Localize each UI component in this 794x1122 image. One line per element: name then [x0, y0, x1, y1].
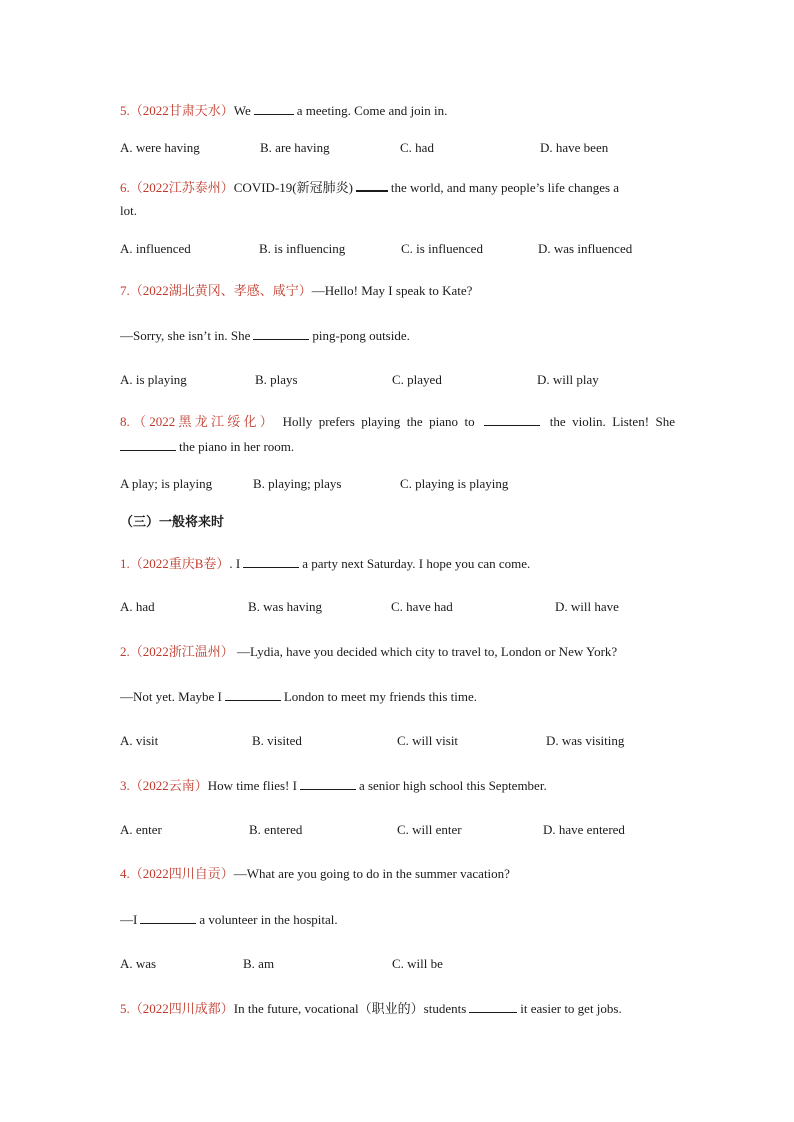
question-line: [120, 866, 510, 882]
answer-blank[interactable]: [120, 438, 176, 451]
question-line: [120, 1000, 622, 1017]
answer-blank[interactable]: [243, 555, 299, 568]
question-text: —Not yet. Maybe I: [120, 689, 222, 704]
question-source: 5.（2022甘肃天水）: [120, 103, 234, 118]
question-source: 3.（2022云南）: [120, 778, 208, 793]
option-c[interactable]: C. will be: [392, 956, 443, 971]
option-c[interactable]: C. will enter: [397, 822, 462, 837]
question-text: We: [233, 103, 251, 118]
answer-blank[interactable]: [225, 688, 281, 701]
option-a[interactable]: A. is playing: [120, 372, 187, 387]
question-text: the violin. Listen! She: [549, 414, 676, 429]
question-text: a senior high school this September.: [358, 778, 547, 793]
question-text: In the future, vocational（职业的）students: [233, 1001, 467, 1016]
answer-blank[interactable]: [140, 911, 196, 924]
question-line-continued: [120, 438, 294, 455]
question-text: COVID-19(新冠肺炎): [233, 180, 353, 195]
question-text: —Lydia, have you decided which city to travel to, London or New York?: [237, 644, 618, 659]
question-source: 4.（2022四川自贡）: [120, 866, 234, 881]
option-d[interactable]: D. was visiting: [546, 733, 625, 748]
answer-blank[interactable]: [469, 1000, 517, 1013]
question-text: it easier to get jobs.: [520, 1001, 622, 1016]
question-line: [120, 777, 547, 794]
question-source: 5.（2022四川成都）: [120, 1001, 234, 1016]
question-text: —Hello! May I speak to Kate?: [311, 283, 473, 298]
question-source: 7.（2022湖北黄冈、孝感、咸宁）: [120, 283, 312, 298]
option-b[interactable]: B. was having: [248, 599, 323, 614]
option-c[interactable]: C. had: [400, 140, 434, 155]
question-text: ping-pong outside.: [312, 328, 410, 343]
option-d[interactable]: D. will play: [537, 372, 599, 387]
answer-blank[interactable]: [253, 327, 309, 340]
option-b[interactable]: B. visited: [252, 733, 302, 748]
answer-blank[interactable]: [484, 413, 540, 426]
option-c[interactable]: C. is influenced: [401, 241, 483, 256]
option-c[interactable]: C. have had: [391, 599, 453, 614]
option-c[interactable]: C. will visit: [397, 733, 459, 748]
option-a[interactable]: A. had: [120, 599, 155, 614]
question-line: [120, 178, 619, 196]
question-source: 8.（2022黑龙江绥化）: [120, 414, 277, 429]
question-source: 2.（2022浙江温州）: [120, 644, 234, 659]
question-text: a party next Saturday. I hope you can come.: [302, 556, 531, 571]
question-text: a volunteer in the hospital.: [199, 912, 338, 927]
option-a[interactable]: A play; is playing: [120, 476, 213, 491]
question-line: [120, 413, 675, 430]
question-text: the world, and many people’s life changes a: [390, 180, 620, 195]
question-text: London to meet my friends this time.: [283, 689, 477, 704]
question-text: the piano in her room.: [179, 439, 295, 454]
section-heading: （三）一般将来时: [120, 514, 225, 529]
option-a[interactable]: A. was: [120, 956, 157, 971]
question-line-continued: lot.: [120, 203, 137, 218]
question-text: a meeting. Come and join in.: [296, 103, 448, 118]
option-d[interactable]: D. have been: [540, 140, 609, 155]
option-d[interactable]: D. have entered: [543, 822, 625, 837]
option-d[interactable]: D. was influenced: [538, 241, 633, 256]
option-d[interactable]: D. will have: [555, 599, 619, 614]
option-c[interactable]: C. playing is playing: [400, 476, 509, 491]
option-a[interactable]: A. influenced: [120, 241, 191, 256]
option-b[interactable]: B. are having: [260, 140, 330, 155]
question-line: [120, 283, 472, 299]
question-text: —I: [120, 912, 138, 927]
question-text: —Sorry, she isn’t in. She: [120, 328, 251, 343]
question-text: . I: [229, 556, 241, 571]
question-line: [120, 102, 447, 119]
answer-blank[interactable]: [356, 178, 388, 192]
question-text: Holly prefers playing the piano to: [282, 414, 475, 429]
option-a[interactable]: A. visit: [120, 733, 159, 748]
option-b[interactable]: B. am: [243, 956, 275, 971]
answer-blank[interactable]: [300, 777, 356, 790]
option-b[interactable]: B. entered: [249, 822, 303, 837]
question-source: 6.（2022江苏泰州）: [120, 180, 234, 195]
question-line: [120, 688, 477, 705]
option-c[interactable]: C. played: [392, 372, 442, 387]
option-a[interactable]: A. were having: [120, 140, 200, 155]
option-b[interactable]: B. is influencing: [259, 241, 346, 256]
answer-blank[interactable]: [254, 102, 294, 115]
option-b[interactable]: B. plays: [255, 372, 298, 387]
question-text: —What are you going to do in the summer vacation?: [233, 866, 510, 881]
question-text: How time flies! I: [207, 778, 297, 793]
option-b[interactable]: B. playing; plays: [253, 476, 342, 491]
question-line: [120, 327, 410, 344]
question-source: 1.（2022重庆B卷）: [120, 556, 230, 571]
question-line: [120, 644, 617, 660]
question-line: [120, 555, 530, 572]
option-a[interactable]: A. enter: [120, 822, 162, 837]
question-line: [120, 911, 338, 928]
